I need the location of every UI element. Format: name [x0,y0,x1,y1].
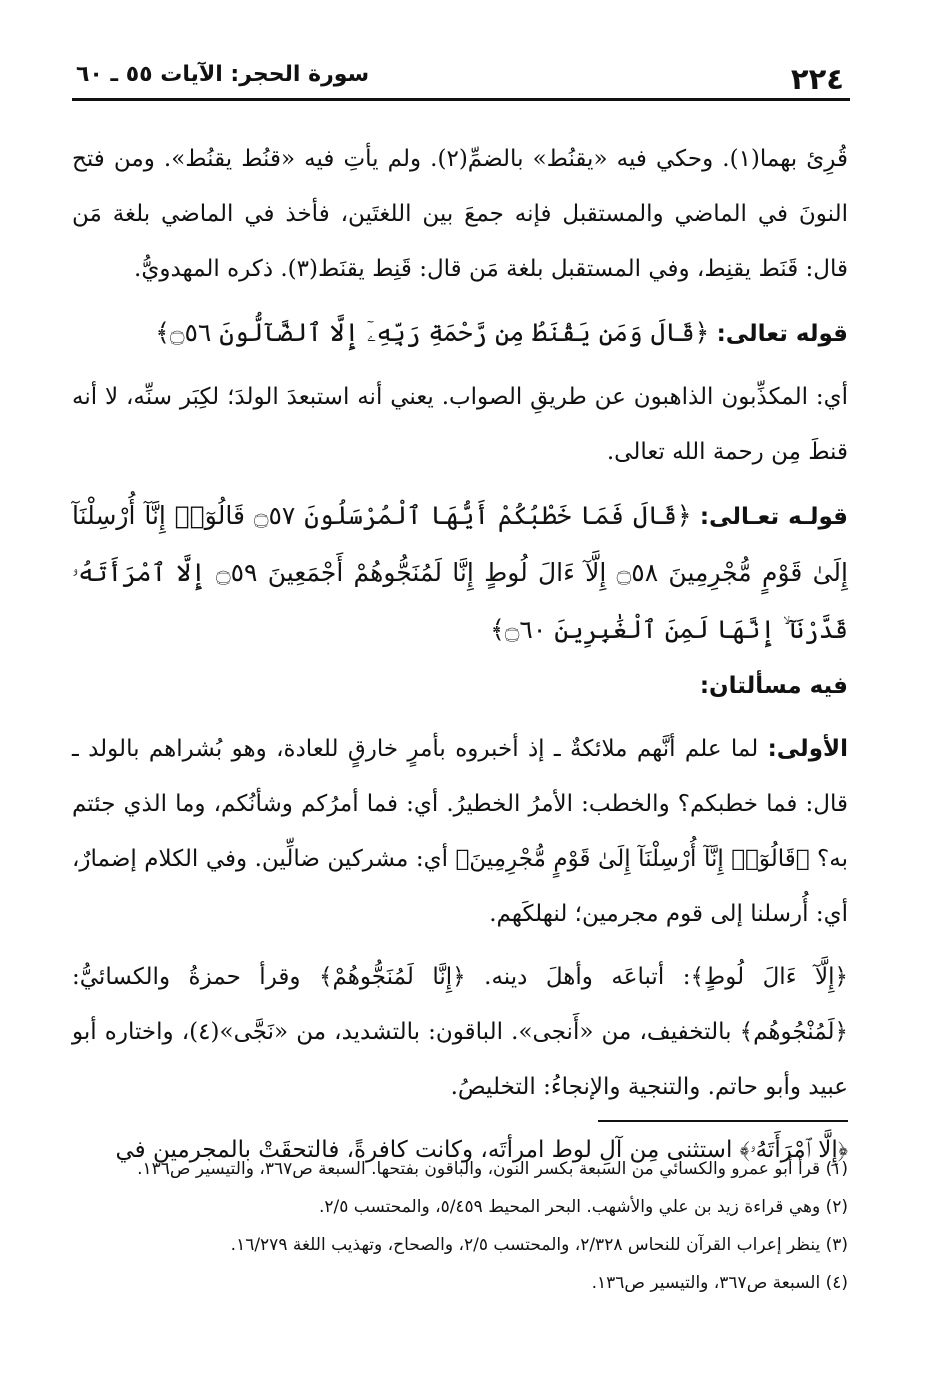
footnotes [72,1150,848,1302]
paragraph-4: ﴿إِلَّآ ءَالَ لُوطٍ﴾: أتباعَه وأهلَ دينه. ﴿إِنَّا لَمُنَجُّوهُمْ﴾ وقرأ حمزةُ والكسائيُّ: ﴿لَمُنْجُوهُم﴾ بالتخفيف، من «أَنجى». الباقون: بالتشديد، من «نَجَّى»(٤)، واختاره أبو عبيد وأبو حاتم. والتنجية والإنجاءُ: التخليصُ. [72,964,849,1100]
footnote-4: (٤) السبعة ص٣٦٧، والتيسير ص١٣٦. [591,1273,848,1293]
footnote-2: (٢) وهي قراءة زيد بن علي والأشهب. البحر المحيط ٥/٤٥٩، والمحتسب ٢/٥. [318,1197,848,1217]
paragraph-1: قُرِئ بهما(١). وحكي فيه «يقنُط» بالضمِّ(٢). ولم يأتِ فيه «قنُط يقنُط». ومن فتح النونَ في الماضي والمستقبل فإنه جمعَ بين اللغتَين، فأخذ في الماضي بلغة مَن قال: قَنَط يقنِط، وفي المستقبل بلغة مَن قال: قَنِط يقنَط(٣). ذكره المهدويُّ. [72,146,848,282]
paragraph-2: أي: المكذِّبون الذاهبون عن طريقِ الصواب. يعني أنه استبعدَ الولدَ؛ لكِبَر سنِّه، لا أنه قنطَ مِن رحمة الله تعالى. [72,384,848,465]
page-header [72,52,850,101]
main-text [72,132,848,1178]
paragraph-3 [72,722,848,942]
paragraph-5: ﴿إِلَّا ٱمْرَأَتَهُۥ﴾ استثنى مِن آلِ لوط امرأتَه، وكانت كافرةً، فالتحقَتْ بالمجرمين في [115,1137,848,1163]
paragraph-3-text: لما علم أنَّهم ملائكةٌ ـ إذ أخبروه بأمرٍ خارقٍ للعادة، وهو بُشراهم بالولد ـ قال: فما خطبكم؟ والخطب: الأمرُ الخطيرُ. أي: فما أمرُكم وشأنُكم، وما الذي جئتم به؟ ﴿قَالُوٓا۟ إِنَّآ أُرْسِلْنَآ إِلَىٰ قَوْمٍ مُّجْرِمِينَ﴾ أي: مشركين ضالِّين. وفي الكلام إضمارٌ، أي: أُرسلنا إلى قوم مجرمين؛ لنهلكَهم. [72,736,848,927]
footnote-divider [598,1120,848,1122]
quran-verse-text: ﴿قَالَ فَمَا خَطْبُكُمْ أَيُّهَا ٱلْمُرْسَلُونَ ۝٥٧ قَالُوٓا۟ إِنَّآ أُرْسِلْنَآ إِلَىٰ قَوْمٍ مُّجْرِمِينَ ۝٥٨ إِلَّآ ءَالَ لُوطٍ إِنَّا لَمُنَجُّوهُمْ أَجْمَعِينَ ۝٥٩ إِلَّا ٱمْرَأَتَهُۥ قَدَّرْنَآ ۙ إِنَّهَا لَمِنَ ٱلْغَٰبِرِينَ ۝٦٠﴾ [72,501,848,644]
footnote-3: (٣) ينظر إعراب القرآن للنحاس ٢/٣٢٨، والمحتسب ٢/٥، والصحاح، وتهذيب اللغة ١٦/٢٧٩. [230,1235,848,1255]
verse-label: قولـه تعـالى: [699,504,848,530]
running-title: سورة الحجر: الآيات ٥٥ ـ ٦٠ [76,62,370,87]
verse-57-60 [72,488,848,659]
verse-label: قوله تعالى: [716,321,848,347]
verse-56 [72,305,848,362]
issue-label: الأولى: [767,736,849,762]
footnote-1: (١) قرأ أبو عمرو والكسائي من السبعة بكسر النون، والباقون بفتحها. السبعة ص٣٦٧، والتيسير ص١٣٦. [137,1159,848,1179]
quran-verse-text: ﴿قَالَ وَمَن يَقْنَطُ مِن رَّحْمَةِ رَبِّهِۦٓ إِلَّا ٱلضَّآلُّونَ ۝٥٦﴾ [155,318,710,347]
page-number: ٢٢٤ [790,62,844,96]
section-heading: فيه مسألتان: [699,673,848,699]
